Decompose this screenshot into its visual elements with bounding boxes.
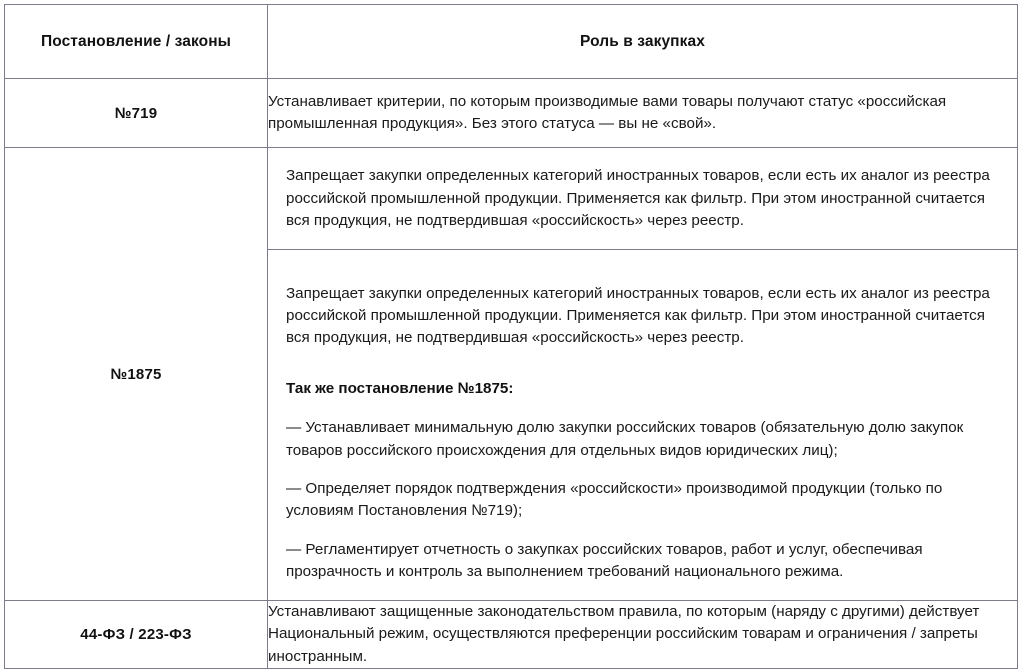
role-subheading-1875: Так же постановление №1875: — [286, 379, 514, 397]
role-paragraph: Устанавливает критерии, по которым производимые вами товары получают статус «российская промышленная продукция». Без этого статуса — вы не «свой». — [268, 93, 947, 133]
table-row — [5, 79, 1018, 148]
role-block-prohibition-repeat — [268, 249, 1017, 600]
column-header-role: Роль в закупках — [268, 5, 1018, 79]
table-header-row — [5, 5, 1018, 79]
role-paragraph: Устанавливают защищенные законодательством правила, по которым (наряду с другими) действует Национальный режим, осуществляются преференции российским товарам и ограничения / запреты иностранным. — [268, 603, 980, 665]
role-description-1875 — [268, 148, 1018, 601]
regulations-roles-table — [4, 4, 1018, 669]
block-spacer — [286, 365, 997, 378]
column-header-law: Постановление / законы — [5, 5, 268, 79]
role-paragraph: Запрещает закупки определенных категорий иностранных товаров, если есть их аналог из реестра российской промышленной продукции. Применяется как фильтр. При этом иностранной считается вся продукция, не подтвердившая «российскость» через реестр. — [286, 284, 990, 347]
role-description-44fz-223fz — [268, 601, 1018, 669]
table-row — [5, 601, 1018, 669]
law-name-1875: №1875 — [5, 148, 268, 601]
law-name-719: №719 — [5, 79, 268, 148]
role-description-719 — [268, 79, 1018, 148]
table-body — [5, 79, 1018, 669]
role-block-prohibition-first: Запрещает закупки определенных категорий иностранных товаров, если есть их аналог из реестра российской промышленной продукции. Применяется как фильтр. При этом иностранной считается вся продукция, не подтвердившая «российскость» через реестр. — [286, 167, 990, 230]
role-bullet-list — [286, 417, 997, 583]
list-item: — Определяет порядок подтверждения «российскости» производимой продукции (только по условиям Постановления №719); — [286, 479, 943, 520]
list-item: — Регламентирует отчетность о закупках российских товаров, работ и услуг, обеспечивая прозрачность и контроль за выполнением требований национального режима. — [286, 540, 923, 580]
table-row — [5, 148, 1018, 601]
table-header — [5, 5, 1018, 79]
list-item: — Устанавливает минимальную долю закупки российских товаров (обязательную долю закупок товаров российского происхождения для отдельных видов юридических лиц); — [286, 419, 964, 459]
block-spacer — [286, 404, 997, 417]
law-name-44fz-223fz: 44-ФЗ / 223-ФЗ — [5, 601, 268, 669]
